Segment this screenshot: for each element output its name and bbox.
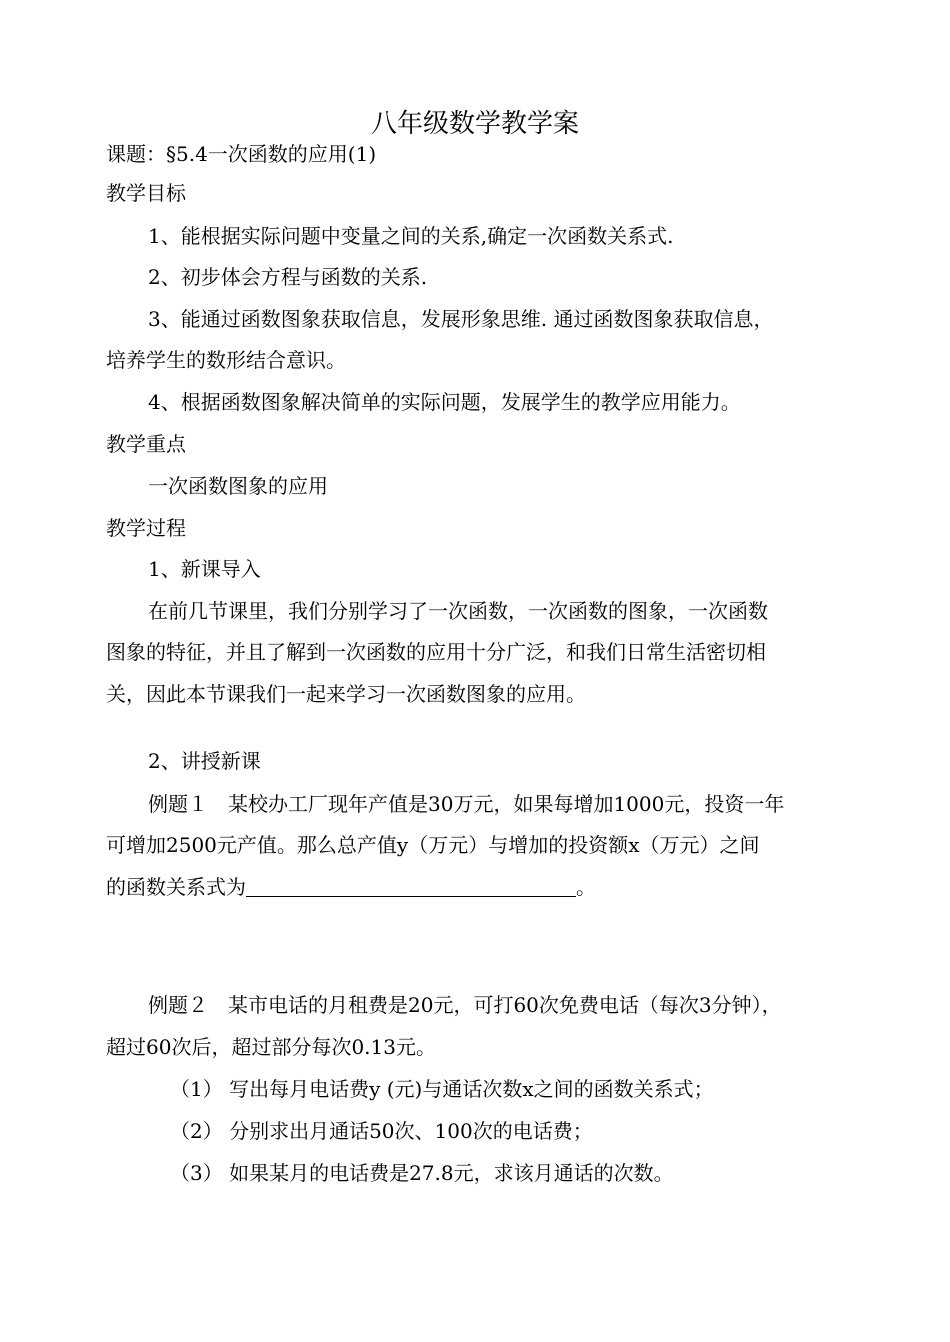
goal-item: 1、能根据实际问题中变量之间的关系,确定一次函数关系式. [148, 224, 674, 248]
focus-text: 一次函数图象的应用 [148, 474, 328, 498]
example1-line: 例题１ 某校办工厂现年产值是30万元，如果每增加1000元，投资一年 [148, 792, 785, 816]
example1-prompt: 的函数关系式为 [106, 875, 246, 899]
goal-item: 4、根据函数图象解决简单的实际问题，发展学生的教学应用能力。 [148, 390, 741, 414]
example1-answer-line [106, 873, 596, 901]
example2-line: 例题２ 某市电话的月租费是20元，可打60次免费电话（每次3分钟）， [148, 993, 782, 1017]
lesson-topic: 课题：§5.4一次函数的应用(1) [106, 142, 377, 166]
example1-end-mark: 。 [576, 875, 596, 899]
goals-heading: 教学目标 [106, 181, 186, 205]
example2-part: （1） 写出每月电话费y (元)与通话次数x之间的函数关系式； [170, 1077, 714, 1101]
intro-paragraph-line: 图象的特征，并且了解到一次函数的应用十分广泛，和我们日常生活密切相 [106, 640, 766, 664]
example2-line: 超过60次后，超过部分每次0.13元。 [106, 1035, 436, 1059]
focus-heading: 教学重点 [106, 432, 186, 456]
document-title: 八年级数学教学案 [370, 109, 579, 139]
example2-part: （3） 如果某月的电话费是27.8元，求该月通话的次数。 [170, 1161, 674, 1185]
answer-blank[interactable] [246, 876, 576, 897]
example1-line: 可增加2500元产值。那么总产值y（万元）与增加的投资额x（万元）之间 [106, 833, 760, 857]
goal-item: 3、能通过函数图象获取信息，发展形象思维. 通过函数图象获取信息， [148, 307, 774, 331]
process-heading: 教学过程 [106, 516, 186, 540]
goal-item-continued: 培养学生的数形结合意识。 [106, 348, 346, 372]
goal-item: 2、初步体会方程与函数的关系. [148, 265, 428, 289]
intro-heading: 1、新课导入 [148, 557, 261, 581]
intro-paragraph-line: 在前几节课里，我们分别学习了一次函数，一次函数的图象，一次函数 [148, 599, 768, 623]
new-lesson-heading: 2、讲授新课 [148, 749, 261, 773]
intro-paragraph-line: 关，因此本节课我们一起来学习一次函数图象的应用。 [106, 682, 586, 706]
example2-part: （2） 分别求出月通话50次、100次的电话费； [170, 1119, 593, 1143]
